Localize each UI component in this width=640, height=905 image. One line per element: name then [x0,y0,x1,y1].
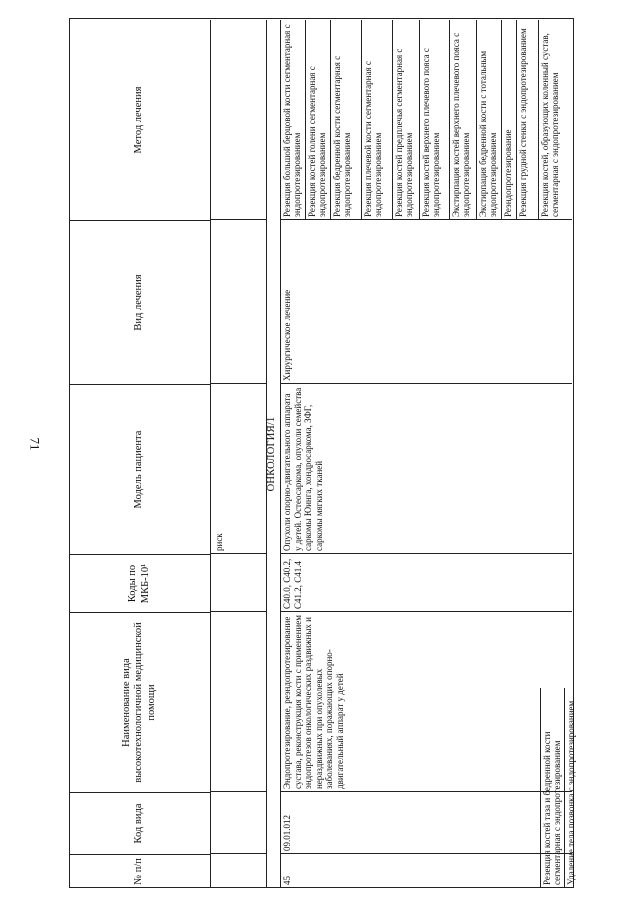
method-item: Резекция грудной стенки с эндопротезированием [518,28,528,217]
method-item: Экстирпация костей верхнего плечевого пояса с эндопротезированием [451,32,472,217]
header-name: Наименование вида высокотехнологичной медицинской помощи [69,612,211,792]
rotated-table [69,18,574,888]
header-model: Модель пациента [69,384,211,554]
method-item: Удаление тела позвонка с эндопротезированием [564,688,577,888]
continuation-model: риск [214,533,224,551]
row-name: Эндопротезирование, реэндопротезирование сустава, реконструкция кости с применением эндопротезов онкологических раздвижных и нераздвижных при опухолевых заболеваниях, поражающих опорно-двигательный аппарат у детей [282,615,346,789]
row-icd: C40.0, C40.2, C41.2, C41.4 [282,558,303,609]
method-item: Резекция бедренной кости сегментарная с эндопротезированием [332,55,353,217]
divider [211,791,266,792]
method-item: Резекция большой берцовой кости сегментарная с эндопротезированием [282,24,303,217]
method-item: Резекция костей предплечья сегментарная с эндопротезированием [394,48,415,217]
method-item: Резекция костей голени сегментарная с эндопротезированием [307,66,328,217]
divider [211,853,266,854]
row-num: 45 [282,876,292,885]
method-item: Резекция костей верхнего плечевого пояса с эндопротезированием [421,48,442,217]
divider [280,853,572,854]
methods-continuation-inner [540,688,577,888]
header-icd: Коды по МКБ-10¹ [69,554,211,612]
method-item: Резекция костей, образующих коленный сустав, сегментарная с эндопротезированием [540,33,561,217]
method-item: Резекция плечевой кости сегментарная с эндопротезированием [363,61,384,217]
row-code: 09.01.012 [282,815,292,851]
divider [211,219,266,220]
row-model: Опухоли опорно-двигательного аппарата у детей. Остеосаркома, опухоли семейства саркомы Юинга, хондросаркома, ЗФГ, саркомы мягких тканей [282,387,324,551]
method-item: Реэндопротезирование [503,129,513,217]
methods-continuation [540,18,630,888]
header-code: Код вида [69,792,211,854]
method-item: Резекция костей таза и бедренной кости сегментарная с эндопротезированием [540,688,564,888]
header-type: Вид лечения [69,220,211,384]
method-item: Экстирпация бедренной кости с тотальным эндопротезированием [478,50,499,217]
header-method: Метод лечения [69,20,211,220]
divider [211,611,266,612]
row-type: Хирургическое лечение [282,289,292,381]
page-number: 71 [27,437,43,451]
section-title: ОНКОЛОГИЯ/1 [266,416,277,492]
header-num: № п/п [69,854,211,888]
